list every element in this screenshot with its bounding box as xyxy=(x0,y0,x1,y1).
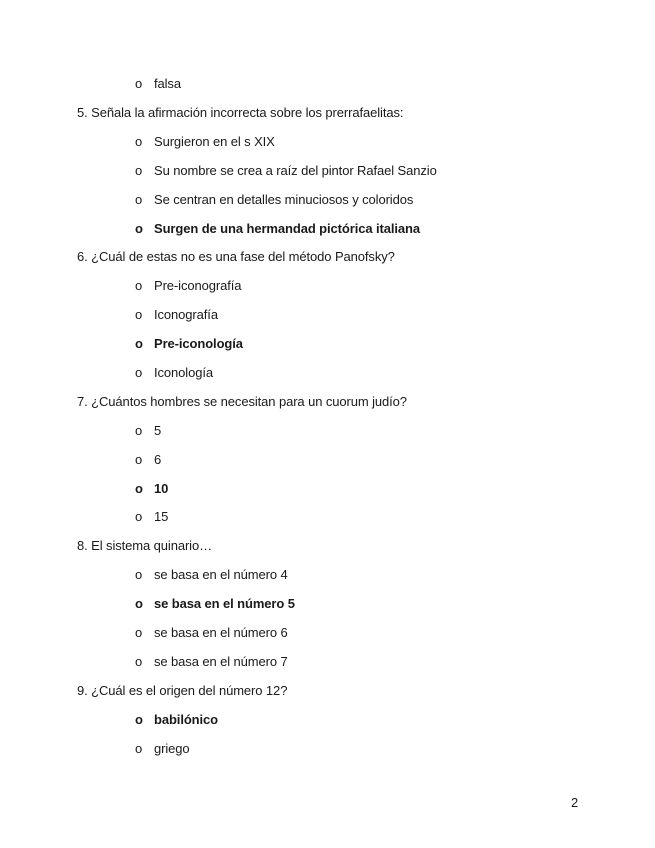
question-7 xyxy=(77,394,407,410)
question-number: 6. xyxy=(77,249,88,264)
question-9 xyxy=(77,683,287,699)
option-text: Se centran en detalles minuciosos y coloridos xyxy=(154,192,414,207)
option-text: se basa en el número 4 xyxy=(154,567,288,582)
bullet-icon: o xyxy=(135,365,143,380)
option-text: se basa en el número 6 xyxy=(154,625,288,640)
question-number: 7. xyxy=(77,394,88,409)
question-number: 8. xyxy=(77,538,88,553)
option-text: Iconología xyxy=(154,365,213,380)
question-text: ¿Cuántos hombres se necesitan para un cuorum judío? xyxy=(91,394,407,409)
question-number: 9. xyxy=(77,683,88,698)
option-text: falsa xyxy=(154,76,181,91)
question-text: Señala la afirmación incorrecta sobre los prerrafaelitas: xyxy=(91,105,404,120)
bullet-icon: o xyxy=(135,654,143,669)
option-text: Pre-iconología xyxy=(154,336,243,351)
bullet-icon: o xyxy=(135,163,143,178)
option-text: 6 xyxy=(154,452,162,467)
bullet-icon: o xyxy=(135,76,143,91)
question-text: ¿Cuál de estas no es una fase del método Panofsky? xyxy=(91,249,395,264)
bullet-icon: o xyxy=(135,452,143,467)
option-text: se basa en el número 5 xyxy=(154,596,295,611)
question-text: ¿Cuál es el origen del número 12? xyxy=(91,683,288,698)
option-text: Su nombre se crea a raíz del pintor Rafael Sanzio xyxy=(154,163,437,178)
bullet-icon: o xyxy=(135,307,143,322)
bullet-icon: o xyxy=(135,741,143,756)
option-text: 5 xyxy=(154,423,162,438)
question-6 xyxy=(77,249,395,265)
question-text: El sistema quinario… xyxy=(91,538,212,553)
bullet-icon: o xyxy=(135,712,143,727)
bullet-icon: o xyxy=(135,509,143,524)
bullet-icon: o xyxy=(135,596,143,611)
option-text: Iconografía xyxy=(154,307,218,322)
bullet-icon: o xyxy=(135,481,143,496)
option-text: se basa en el número 7 xyxy=(154,654,288,669)
bullet-icon: o xyxy=(135,567,143,582)
option-text: 15 xyxy=(154,509,169,524)
bullet-icon: o xyxy=(135,278,143,293)
option-text: griego xyxy=(154,741,190,756)
option-text: Surgen de una hermandad pictórica italiana xyxy=(154,221,420,236)
question-number: 5. xyxy=(77,105,88,120)
question-8 xyxy=(77,538,212,554)
bullet-icon: o xyxy=(135,134,143,149)
option-text: 10 xyxy=(154,481,169,496)
option-text: babilónico xyxy=(154,712,219,727)
page-number: 2 xyxy=(571,795,579,810)
bullet-icon: o xyxy=(135,221,143,236)
option-text: Surgieron en el s XIX xyxy=(154,134,275,149)
bullet-icon: o xyxy=(135,423,143,438)
question-5 xyxy=(77,105,403,121)
bullet-icon: o xyxy=(135,336,143,351)
option-text: Pre-iconografía xyxy=(154,278,242,293)
bullet-icon: o xyxy=(135,192,143,207)
bullet-icon: o xyxy=(135,625,143,640)
